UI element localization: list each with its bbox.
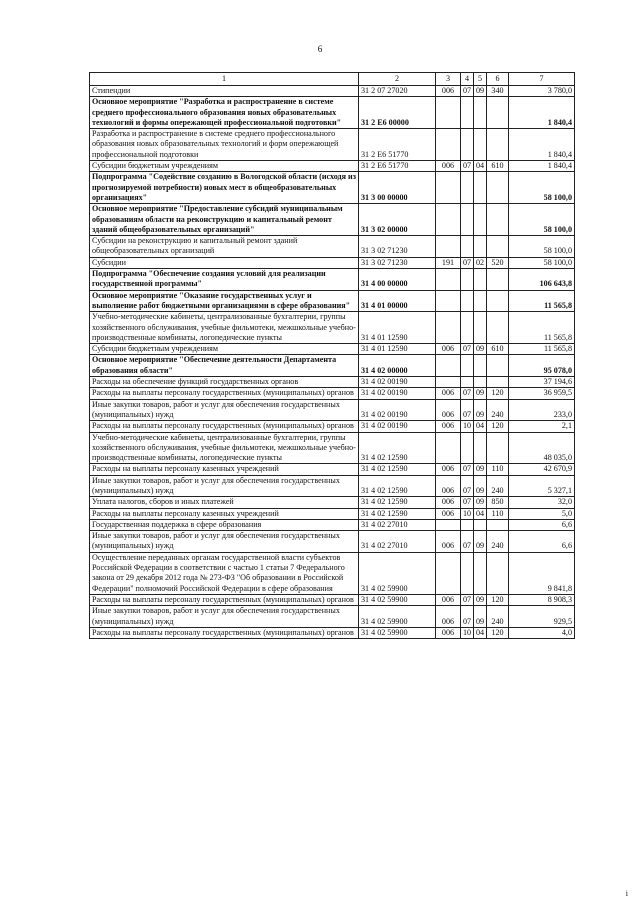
department-code-cell xyxy=(436,290,461,312)
expense-type-cell: 120 xyxy=(487,421,509,432)
table-row xyxy=(90,552,575,594)
subsection-code-cell: 09 xyxy=(474,399,487,421)
page-number: 6 xyxy=(317,44,323,54)
subsection-code-cell: 09 xyxy=(474,594,487,605)
department-code-cell xyxy=(436,236,461,258)
section-code-cell: 07 xyxy=(461,531,474,553)
table-row xyxy=(90,355,575,377)
budget-code-cell: 31 4 02 59900 xyxy=(359,627,436,638)
row-name-cell: Иные закупки товаров, работ и услуг для обеспечения государственных (муниципальных) нужд xyxy=(90,475,359,497)
table-row xyxy=(90,344,575,355)
amount-cell: 32,0 xyxy=(509,497,575,508)
subsection-code-cell xyxy=(474,129,487,161)
budget-code-cell: 31 3 00 00000 xyxy=(359,172,436,204)
header-cell: 1 xyxy=(90,73,359,86)
expense-type-cell: 110 xyxy=(487,508,509,519)
subsection-code-cell: 04 xyxy=(474,508,487,519)
header-cell: 6 xyxy=(487,73,509,86)
department-code-cell xyxy=(436,355,461,377)
section-code-cell: 10 xyxy=(461,508,474,519)
amount-cell: 37 194,6 xyxy=(509,377,575,388)
section-code-cell: 10 xyxy=(461,421,474,432)
row-name-cell: Основное мероприятие "Обеспечение деятельности Департамента образования области" xyxy=(90,355,359,377)
budget-code-cell: 31 4 02 59900 xyxy=(359,594,436,605)
expense-type-cell: 240 xyxy=(487,606,509,628)
department-code-cell: 006 xyxy=(436,464,461,475)
budget-code-cell: 31 4 01 12590 xyxy=(359,312,436,344)
budget-code-cell: 31 3 02 00000 xyxy=(359,204,436,236)
budget-code-cell: 31 4 02 27010 xyxy=(359,531,436,553)
row-name-cell: Государственная поддержка в сфере образования xyxy=(90,519,359,530)
amount-cell: 6,6 xyxy=(509,519,575,530)
amount-cell: 11 565,8 xyxy=(509,290,575,312)
section-code-cell: 07 xyxy=(461,399,474,421)
amount-cell: 11 565,8 xyxy=(509,312,575,344)
table-row xyxy=(90,290,575,312)
section-code-cell xyxy=(461,236,474,258)
section-code-cell xyxy=(461,377,474,388)
section-code-cell: 07 xyxy=(461,161,474,172)
expense-type-cell: 340 xyxy=(487,86,509,97)
row-name-cell: Субсидии бюджетным учреждениям xyxy=(90,161,359,172)
section-code-cell xyxy=(461,519,474,530)
section-code-cell: 07 xyxy=(461,606,474,628)
row-name-cell: Уплата налогов, сборов и иных платежей xyxy=(90,497,359,508)
header-cell: 5 xyxy=(474,73,487,86)
department-code-cell: 006 xyxy=(436,606,461,628)
expense-type-cell: 110 xyxy=(487,464,509,475)
amount-cell: 8 908,3 xyxy=(509,594,575,605)
expense-type-cell xyxy=(487,312,509,344)
table-row xyxy=(90,464,575,475)
row-name-cell: Иные закупки товаров, работ и услуг для обеспечения государственных (муниципальных) нужд xyxy=(90,531,359,553)
subsection-code-cell: 09 xyxy=(474,606,487,628)
amount-cell: 5 327,1 xyxy=(509,475,575,497)
department-code-cell: 006 xyxy=(436,344,461,355)
department-code-cell: 006 xyxy=(436,399,461,421)
budget-code-cell: 31 2 Е6 51770 xyxy=(359,129,436,161)
budget-code-cell: 31 4 02 59900 xyxy=(359,552,436,594)
amount-cell: 42 670,9 xyxy=(509,464,575,475)
expense-type-cell xyxy=(487,355,509,377)
table-row xyxy=(90,236,575,258)
subsection-code-cell xyxy=(474,236,487,258)
budget-code-cell: 31 4 02 59900 xyxy=(359,606,436,628)
budget-code-cell: 31 4 02 00190 xyxy=(359,421,436,432)
amount-cell: 4,0 xyxy=(509,627,575,638)
budget-code-cell: 31 4 02 00190 xyxy=(359,399,436,421)
table-row xyxy=(90,519,575,530)
expense-type-cell xyxy=(487,377,509,388)
department-code-cell xyxy=(436,269,461,291)
row-name-cell: Расходы на выплаты персоналу государственных (муниципальных) органов xyxy=(90,388,359,399)
row-name-cell: Подпрограмма "Содействие созданию в Вологодской области (исходя из прогнозируемой потребности) новых мест в общеобразовательных организациях" xyxy=(90,172,359,204)
subsection-code-cell: 09 xyxy=(474,344,487,355)
subsection-code-cell: 04 xyxy=(474,421,487,432)
row-name-cell: Субсидии xyxy=(90,257,359,268)
expense-type-cell xyxy=(487,290,509,312)
budget-table xyxy=(89,72,575,639)
amount-cell: 58 100,0 xyxy=(509,172,575,204)
expense-type-cell xyxy=(487,236,509,258)
subsection-code-cell xyxy=(474,97,487,129)
subsection-code-cell xyxy=(474,172,487,204)
section-code-cell xyxy=(461,172,474,204)
section-code-cell xyxy=(461,290,474,312)
budget-code-cell: 31 2 Е6 51770 xyxy=(359,161,436,172)
budget-code-cell: 31 3 02 71230 xyxy=(359,257,436,268)
expense-type-cell: 240 xyxy=(487,475,509,497)
section-code-cell: 10 xyxy=(461,627,474,638)
budget-code-cell: 31 4 02 12590 xyxy=(359,497,436,508)
table-row xyxy=(90,388,575,399)
subsection-code-cell xyxy=(474,204,487,236)
header-cell: 2 xyxy=(359,73,436,86)
subsection-code-cell: 09 xyxy=(474,497,487,508)
table-row xyxy=(90,606,575,628)
expense-type-cell: 520 xyxy=(487,257,509,268)
section-code-cell: 07 xyxy=(461,86,474,97)
amount-cell: 58 100,0 xyxy=(509,204,575,236)
table-row xyxy=(90,531,575,553)
table-row xyxy=(90,421,575,432)
amount-cell: 48 035,0 xyxy=(509,432,575,464)
section-code-cell xyxy=(461,432,474,464)
budget-code-cell: 31 4 02 12590 xyxy=(359,432,436,464)
subsection-code-cell: 04 xyxy=(474,627,487,638)
department-code-cell xyxy=(436,172,461,204)
section-code-cell: 07 xyxy=(461,475,474,497)
subsection-code-cell xyxy=(474,519,487,530)
department-code-cell: 006 xyxy=(436,531,461,553)
budget-code-cell: 31 4 00 00000 xyxy=(359,269,436,291)
budget-code-cell: 31 3 02 71230 xyxy=(359,236,436,258)
table-row xyxy=(90,97,575,129)
expense-type-cell: 120 xyxy=(487,388,509,399)
row-name-cell: Расходы на выплаты персоналу государственных (муниципальных) органов xyxy=(90,627,359,638)
amount-cell: 11 565,8 xyxy=(509,344,575,355)
row-name-cell: Расходы на выплаты персоналу государственных (муниципальных) органов xyxy=(90,421,359,432)
amount-cell: 58 100,0 xyxy=(509,236,575,258)
amount-cell: 5,0 xyxy=(509,508,575,519)
row-name-cell: Расходы на выплаты персоналу казенных учреждений xyxy=(90,508,359,519)
corner-mark: i xyxy=(625,889,628,898)
table-row xyxy=(90,627,575,638)
department-code-cell: 006 xyxy=(436,508,461,519)
department-code-cell: 006 xyxy=(436,161,461,172)
expense-type-cell xyxy=(487,204,509,236)
section-code-cell xyxy=(461,269,474,291)
subsection-code-cell xyxy=(474,290,487,312)
subsection-code-cell: 09 xyxy=(474,475,487,497)
row-name-cell: Подпрограмма "Обеспечение создания условий для реализации государственной программы" xyxy=(90,269,359,291)
row-name-cell: Стипендии xyxy=(90,86,359,97)
row-name-cell: Субсидии на реконструкцию и капитальный ремонт зданий общеобразовательных организаций xyxy=(90,236,359,258)
section-code-cell xyxy=(461,97,474,129)
table-row xyxy=(90,594,575,605)
subsection-code-cell xyxy=(474,269,487,291)
table-row xyxy=(90,377,575,388)
budget-code-cell: 31 4 02 00190 xyxy=(359,377,436,388)
department-code-cell xyxy=(436,552,461,594)
department-code-cell: 006 xyxy=(436,497,461,508)
subsection-code-cell: 09 xyxy=(474,531,487,553)
department-code-cell xyxy=(436,432,461,464)
department-code-cell: 006 xyxy=(436,421,461,432)
section-code-cell xyxy=(461,312,474,344)
amount-cell: 95 078,0 xyxy=(509,355,575,377)
amount-cell: 1 840,4 xyxy=(509,161,575,172)
section-code-cell: 07 xyxy=(461,594,474,605)
table-row xyxy=(90,432,575,464)
department-code-cell: 191 xyxy=(436,257,461,268)
expense-type-cell xyxy=(487,269,509,291)
budget-code-cell: 31 4 02 00000 xyxy=(359,355,436,377)
subsection-code-cell xyxy=(474,312,487,344)
budget-code-cell: 31 4 01 12590 xyxy=(359,344,436,355)
amount-cell: 233,0 xyxy=(509,399,575,421)
expense-type-cell xyxy=(487,519,509,530)
department-code-cell: 006 xyxy=(436,627,461,638)
expense-type-cell xyxy=(487,432,509,464)
row-name-cell: Учебно-методические кабинеты, централизованные бухгалтерии, группы хозяйственного обслуживания, учебные фильмотеки, межшкольные учебно-производственные комбинаты, логопедические пункты xyxy=(90,312,359,344)
row-name-cell: Иные закупки товаров, работ и услуг для обеспечения государственных (муниципальных) нужд xyxy=(90,399,359,421)
row-name-cell: Расходы на выплаты персоналу казенных учреждений xyxy=(90,464,359,475)
department-code-cell: 006 xyxy=(436,388,461,399)
section-code-cell xyxy=(461,552,474,594)
amount-cell: 36 959,5 xyxy=(509,388,575,399)
row-name-cell: Осуществление переданных органам государственной власти субъектов Российской Федерации в соответствии с частью 1 статьи 7 Федерального закона от 29 декабря 2012 года № 273-ФЗ "Об образовании в Российской Федерации" полномочий Российской Федерации в сфере образования xyxy=(90,552,359,594)
row-name-cell: Иные закупки товаров, работ и услуг для обеспечения государственных (муниципальных) нужд xyxy=(90,606,359,628)
department-code-cell xyxy=(436,377,461,388)
section-code-cell xyxy=(461,129,474,161)
table-row xyxy=(90,399,575,421)
amount-cell: 106 643,8 xyxy=(509,269,575,291)
expense-type-cell: 120 xyxy=(487,627,509,638)
department-code-cell: 006 xyxy=(436,86,461,97)
table-header-row xyxy=(90,73,575,86)
section-code-cell: 07 xyxy=(461,344,474,355)
department-code-cell xyxy=(436,129,461,161)
department-code-cell: 006 xyxy=(436,475,461,497)
section-code-cell: 07 xyxy=(461,497,474,508)
section-code-cell xyxy=(461,204,474,236)
amount-cell: 3 780,0 xyxy=(509,86,575,97)
expense-type-cell xyxy=(487,172,509,204)
expense-type-cell xyxy=(487,97,509,129)
amount-cell: 2,1 xyxy=(509,421,575,432)
table-row xyxy=(90,204,575,236)
subsection-code-cell: 02 xyxy=(474,257,487,268)
row-name-cell: Учебно-методические кабинеты, централизованные бухгалтерии, группы хозяйственного обслуживания, учебные фильмотеки, межшкольные учебно-производственные комбинаты, логопедические пункты xyxy=(90,432,359,464)
budget-code-cell: 31 4 02 27010 xyxy=(359,519,436,530)
table-row xyxy=(90,269,575,291)
department-code-cell: 006 xyxy=(436,594,461,605)
row-name-cell: Основное мероприятие "Оказание государственных услуг и выполнение работ бюджетными организациями в сфере образования" xyxy=(90,290,359,312)
table-row xyxy=(90,257,575,268)
section-code-cell: 07 xyxy=(461,257,474,268)
amount-cell: 58 100,0 xyxy=(509,257,575,268)
row-name-cell: Расходы на обеспечение функций государственных органов xyxy=(90,377,359,388)
table-row xyxy=(90,129,575,161)
budget-code-cell: 31 4 02 00190 xyxy=(359,388,436,399)
department-code-cell xyxy=(436,519,461,530)
expense-type-cell xyxy=(487,129,509,161)
subsection-code-cell xyxy=(474,432,487,464)
amount-cell: 929,5 xyxy=(509,606,575,628)
amount-cell: 1 840,4 xyxy=(509,97,575,129)
expense-type-cell xyxy=(487,552,509,594)
section-code-cell: 07 xyxy=(461,388,474,399)
expense-type-cell: 120 xyxy=(487,594,509,605)
table-row xyxy=(90,497,575,508)
expense-type-cell: 240 xyxy=(487,531,509,553)
amount-cell: 6,6 xyxy=(509,531,575,553)
department-code-cell xyxy=(436,97,461,129)
amount-cell: 9 841,8 xyxy=(509,552,575,594)
subsection-code-cell: 09 xyxy=(474,464,487,475)
subsection-code-cell: 09 xyxy=(474,86,487,97)
expense-type-cell: 240 xyxy=(487,399,509,421)
table-row xyxy=(90,161,575,172)
header-cell: 7 xyxy=(509,73,575,86)
row-name-cell: Основное мероприятие "Предоставление субсидий муниципальным образованиям области на реконструкцию и капитальный ремонт зданий общеобразовательных организаций" xyxy=(90,204,359,236)
department-code-cell xyxy=(436,312,461,344)
expense-type-cell: 610 xyxy=(487,344,509,355)
expense-type-cell: 610 xyxy=(487,161,509,172)
budget-code-cell: 31 2 Е6 00000 xyxy=(359,97,436,129)
header-cell: 3 xyxy=(436,73,461,86)
amount-cell: 1 840,4 xyxy=(509,129,575,161)
budget-code-cell: 31 2 07 27020 xyxy=(359,86,436,97)
table-row xyxy=(90,312,575,344)
row-name-cell: Основное мероприятие "Разработка и распространение в системе среднего профессионального образования новых образовательных технологий и формы опережающей профессиональной подготовки" xyxy=(90,97,359,129)
budget-code-cell: 31 4 02 12590 xyxy=(359,475,436,497)
subsection-code-cell: 04 xyxy=(474,161,487,172)
header-cell: 4 xyxy=(461,73,474,86)
section-code-cell xyxy=(461,355,474,377)
table-row xyxy=(90,508,575,519)
table-row xyxy=(90,172,575,204)
row-name-cell: Субсидии бюджетным учреждениям xyxy=(90,344,359,355)
subsection-code-cell xyxy=(474,355,487,377)
expense-type-cell: 850 xyxy=(487,497,509,508)
budget-code-cell: 31 4 02 12590 xyxy=(359,464,436,475)
section-code-cell: 07 xyxy=(461,464,474,475)
row-name-cell: Разработка и распространение в системе среднего профессионального образования новых образовательных технологий и форм опережающей профессиональной подготовки xyxy=(90,129,359,161)
row-name-cell: Расходы на выплаты персоналу государственных (муниципальных) органов xyxy=(90,594,359,605)
budget-code-cell: 31 4 01 00000 xyxy=(359,290,436,312)
department-code-cell xyxy=(436,204,461,236)
budget-code-cell: 31 4 02 12590 xyxy=(359,508,436,519)
table-row xyxy=(90,475,575,497)
table-row xyxy=(90,86,575,97)
subsection-code-cell xyxy=(474,552,487,594)
subsection-code-cell xyxy=(474,377,487,388)
subsection-code-cell: 09 xyxy=(474,388,487,399)
